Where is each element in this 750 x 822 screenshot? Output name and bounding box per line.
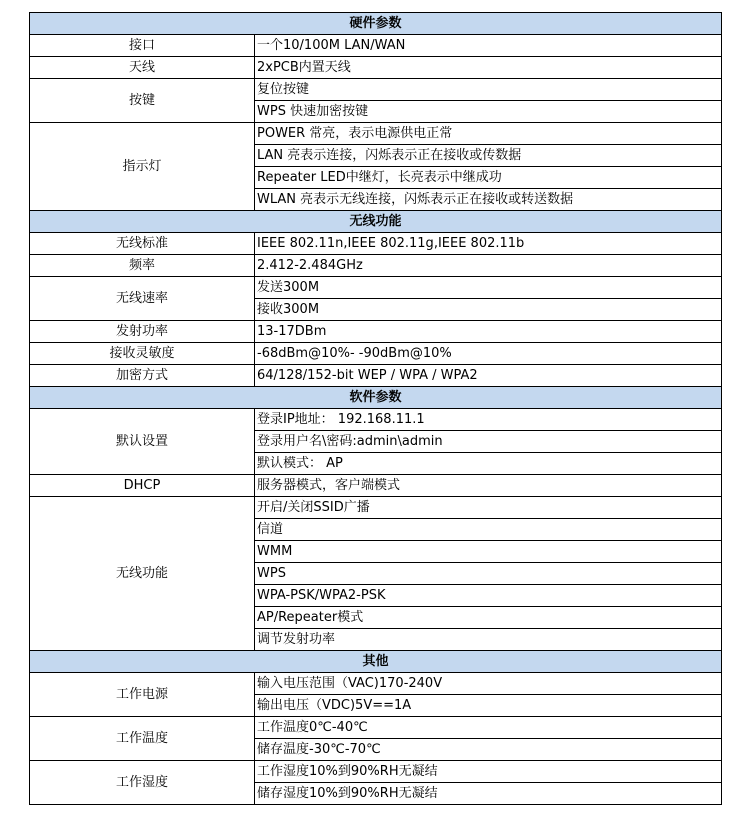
spec-value: 复位按键 bbox=[255, 79, 722, 101]
spec-value: 登录IP地址： 192.168.11.1 bbox=[255, 409, 722, 431]
spec-value: POWER 常亮，表示电源供电正常 bbox=[255, 123, 722, 145]
spec-label: DHCP bbox=[30, 475, 255, 497]
section-title: 硬件参数 bbox=[30, 13, 722, 35]
spec-row bbox=[30, 673, 722, 695]
spec-value: WLAN 亮表示无线连接，闪烁表示正在接收或转送数据 bbox=[255, 189, 722, 211]
spec-value: Repeater LED中继灯，长亮表示中继成功 bbox=[255, 167, 722, 189]
spec-value: WPS bbox=[255, 563, 722, 585]
spec-value: 开启/关闭SSID广播 bbox=[255, 497, 722, 519]
spec-row bbox=[30, 761, 722, 783]
spec-value: 输出电压（VDC)5V==1A bbox=[255, 695, 722, 717]
spec-row bbox=[30, 343, 722, 365]
spec-row bbox=[30, 409, 722, 431]
spec-value: 储存湿度10%到90%RH无凝结 bbox=[255, 783, 722, 805]
spec-row bbox=[30, 497, 722, 519]
spec-row bbox=[30, 255, 722, 277]
section-header-row bbox=[30, 651, 722, 673]
section-header-row bbox=[30, 211, 722, 233]
spec-value: 64/128/152-bit WEP / WPA / WPA2 bbox=[255, 365, 722, 387]
spec-row bbox=[30, 57, 722, 79]
spec-label: 接收灵敏度 bbox=[30, 343, 255, 365]
spec-row bbox=[30, 475, 722, 497]
spec-value: 工作温度0℃-40℃ bbox=[255, 717, 722, 739]
spec-label: 工作电源 bbox=[30, 673, 255, 717]
spec-value: IEEE 802.11n,IEEE 802.11g,IEEE 802.11b bbox=[255, 233, 722, 255]
spec-value: 服务器模式，客户端模式 bbox=[255, 475, 722, 497]
spec-row bbox=[30, 123, 722, 145]
spec-value: LAN 亮表示连接，闪烁表示正在接收或传数据 bbox=[255, 145, 722, 167]
section-header-row bbox=[30, 387, 722, 409]
spec-row bbox=[30, 79, 722, 101]
spec-value: 调节发射功率 bbox=[255, 629, 722, 651]
spec-label: 无线标准 bbox=[30, 233, 255, 255]
section-title: 软件参数 bbox=[30, 387, 722, 409]
spec-label: 工作温度 bbox=[30, 717, 255, 761]
spec-label: 默认设置 bbox=[30, 409, 255, 475]
spec-label: 接口 bbox=[30, 35, 255, 57]
spec-value: 2.412-2.484GHz bbox=[255, 255, 722, 277]
spec-label: 无线功能 bbox=[30, 497, 255, 651]
spec-value: WPA-PSK/WPA2-PSK bbox=[255, 585, 722, 607]
spec-value: 默认模式： AP bbox=[255, 453, 722, 475]
spec-table bbox=[29, 12, 722, 805]
spec-value: 2xPCB内置天线 bbox=[255, 57, 722, 79]
spec-value: AP/Repeater模式 bbox=[255, 607, 722, 629]
spec-row bbox=[30, 717, 722, 739]
spec-value: WMM bbox=[255, 541, 722, 563]
spec-value: 登录用户名\密码:admin\admin bbox=[255, 431, 722, 453]
spec-table-body bbox=[30, 13, 722, 805]
spec-value: 输入电压范围（VAC)170-240V bbox=[255, 673, 722, 695]
spec-row bbox=[30, 233, 722, 255]
spec-value: 一个10/100M LAN/WAN bbox=[255, 35, 722, 57]
spec-row bbox=[30, 321, 722, 343]
spec-value: 接收300M bbox=[255, 299, 722, 321]
spec-value: 工作湿度10%到90%RH无凝结 bbox=[255, 761, 722, 783]
spec-label: 加密方式 bbox=[30, 365, 255, 387]
spec-label: 天线 bbox=[30, 57, 255, 79]
spec-value: 13-17DBm bbox=[255, 321, 722, 343]
spec-label: 工作湿度 bbox=[30, 761, 255, 805]
spec-value: 发送300M bbox=[255, 277, 722, 299]
section-title: 无线功能 bbox=[30, 211, 722, 233]
section-header-row bbox=[30, 13, 722, 35]
spec-value: 储存温度-30℃-70℃ bbox=[255, 739, 722, 761]
spec-value: WPS 快速加密按键 bbox=[255, 101, 722, 123]
spec-row bbox=[30, 35, 722, 57]
spec-value: 信道 bbox=[255, 519, 722, 541]
spec-label: 频率 bbox=[30, 255, 255, 277]
spec-value: -68dBm@10%- -90dBm@10% bbox=[255, 343, 722, 365]
spec-label: 按键 bbox=[30, 79, 255, 123]
spec-label: 指示灯 bbox=[30, 123, 255, 211]
spec-row bbox=[30, 365, 722, 387]
spec-label: 无线速率 bbox=[30, 277, 255, 321]
section-title: 其他 bbox=[30, 651, 722, 673]
spec-label: 发射功率 bbox=[30, 321, 255, 343]
spec-row bbox=[30, 277, 722, 299]
